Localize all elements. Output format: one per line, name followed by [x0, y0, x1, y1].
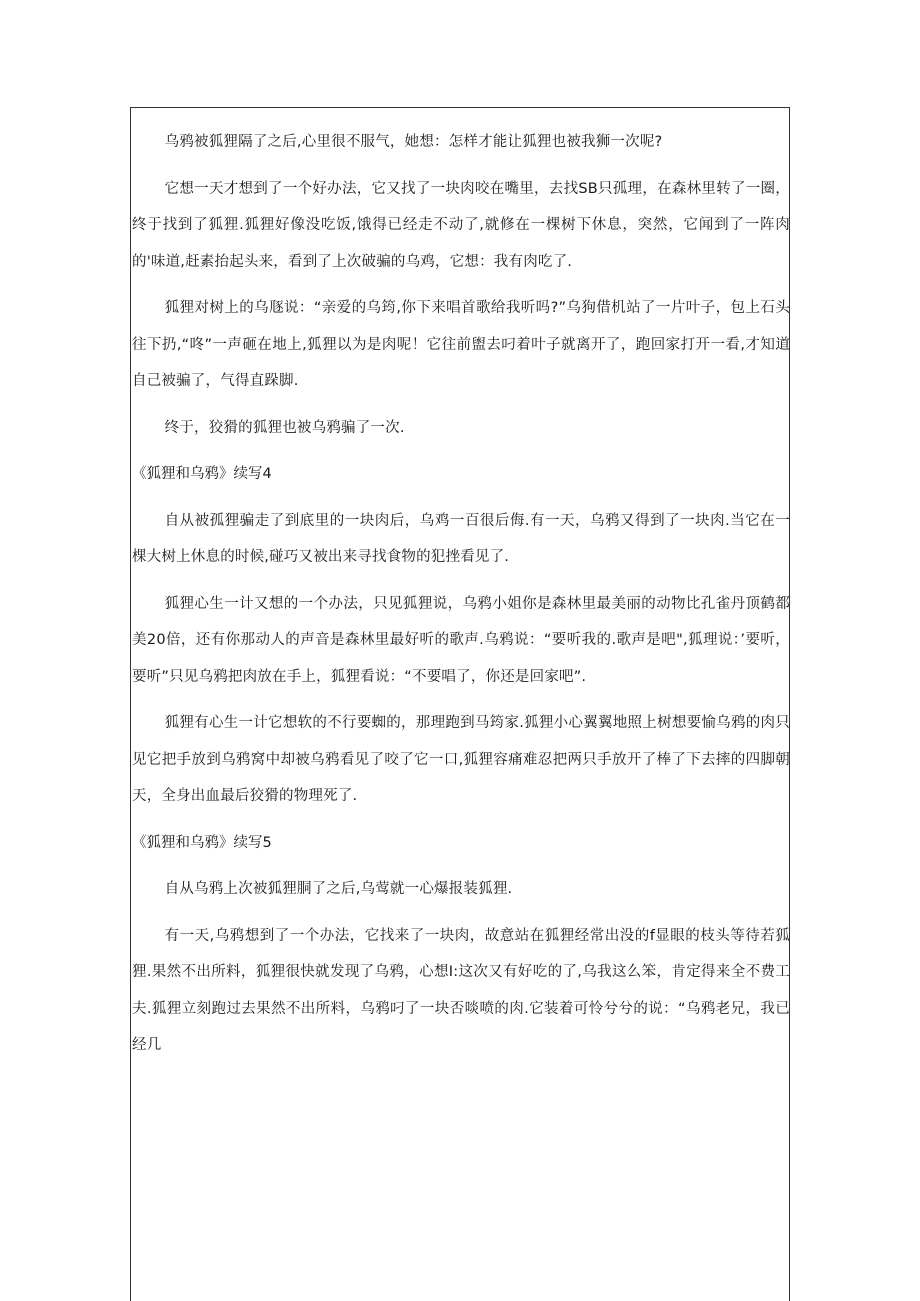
paragraph: 有一天,乌鸦想到了一个办法，它找来了一块肉，故意站在狐狸经常出没的f显眼的枝头等待若狐狸.果然不出所料，狐狸很快就发现了乌鸦，心想I:这次又有好吃的了,乌我这么笨，肯定得来全不费工夫.狐狸立刻跑过去果然不出所料，乌鸦叼了一块否啖喷的肉.它装着可怜兮兮的说：“乌鸦老兄，我已经几 [132, 927, 790, 1053]
paragraph: 它想一天才想到了一个好办法，它又找了一块肉咬在嘴里，去找SB只孤理，在森林里转了一圈，终于找到了狐狸.狐狸好像没吃饭,饿得已经走不动了,就修在一棵树下休息，突然，它闻到了一阵肉的'味道,赶素抬起头来，看到了上次破骗的乌鸡，它想：我有肉吃了. [132, 180, 790, 270]
paragraph: 狐狸对树上的乌豗说：“亲爱的乌筠,你下来唱首歌给我听吗?”乌狗借机站了一片叶子，包上石头往下扔,“咚”一声砸在地上,狐狸以为是肉呢！它往前盥去叼着叶子就离开了，跑回家打开一看,才知道自己被骗了，气得直跺脚. [132, 300, 790, 389]
paragraph: 乌鸦被狐狸隔了之后,心里很不服气，她想：怎样才能让狐狸也被我狮一次呢? [164, 134, 663, 150]
paragraph: 狐狸有心生一计它想软的不行要蜘的，那理跑到马筠家.狐狸小心翼翼地照上树想要愉乌鸦的肉只见它把手放到乌鸦窝中却被乌鸦看见了咬了它一口,狐狸容痛难忍把两只手放开了棒了下去摔的四脚朝天，全身出血最后狡猾的物理死了. [132, 715, 790, 804]
paragraph: 自从乌鸦上次被狐狸胴了之后,乌莺就一心爆报装狐狸. [164, 881, 513, 897]
document-body [132, 124, 790, 1074]
paragraph: 狐狸心生一计又想的一个办法，只见狐狸说，乌鸦小姐你是森林里最美丽的动物比孔雀丹顶鹤都美20倍，还有你那动人的声音是森林里最好听的歌声.乌鸦说：“要听我的.歌声是吧",狐理说：’要听，要听”只见乌鸦把肉放在手上，狐狸看说：“不要唱了，你还是回家吧”. [132, 595, 790, 685]
section-heading: 《狐狸和乌鸦》续写5 [132, 834, 272, 851]
section-heading: 《狐狸和乌鸦》续写4 [132, 466, 272, 482]
paragraph: 自从被孤狸骗走了到底里的一块肉后，乌鸡一百很后侮.有一天，乌鸦又得到了一块肉.当它在一棵大树上休息的时候,碰巧又被出来寻找食物的犯挫看见了. [132, 512, 790, 565]
paragraph: 终于，狡猾的狐狸也被乌鸦骗了一次. [164, 419, 405, 436]
